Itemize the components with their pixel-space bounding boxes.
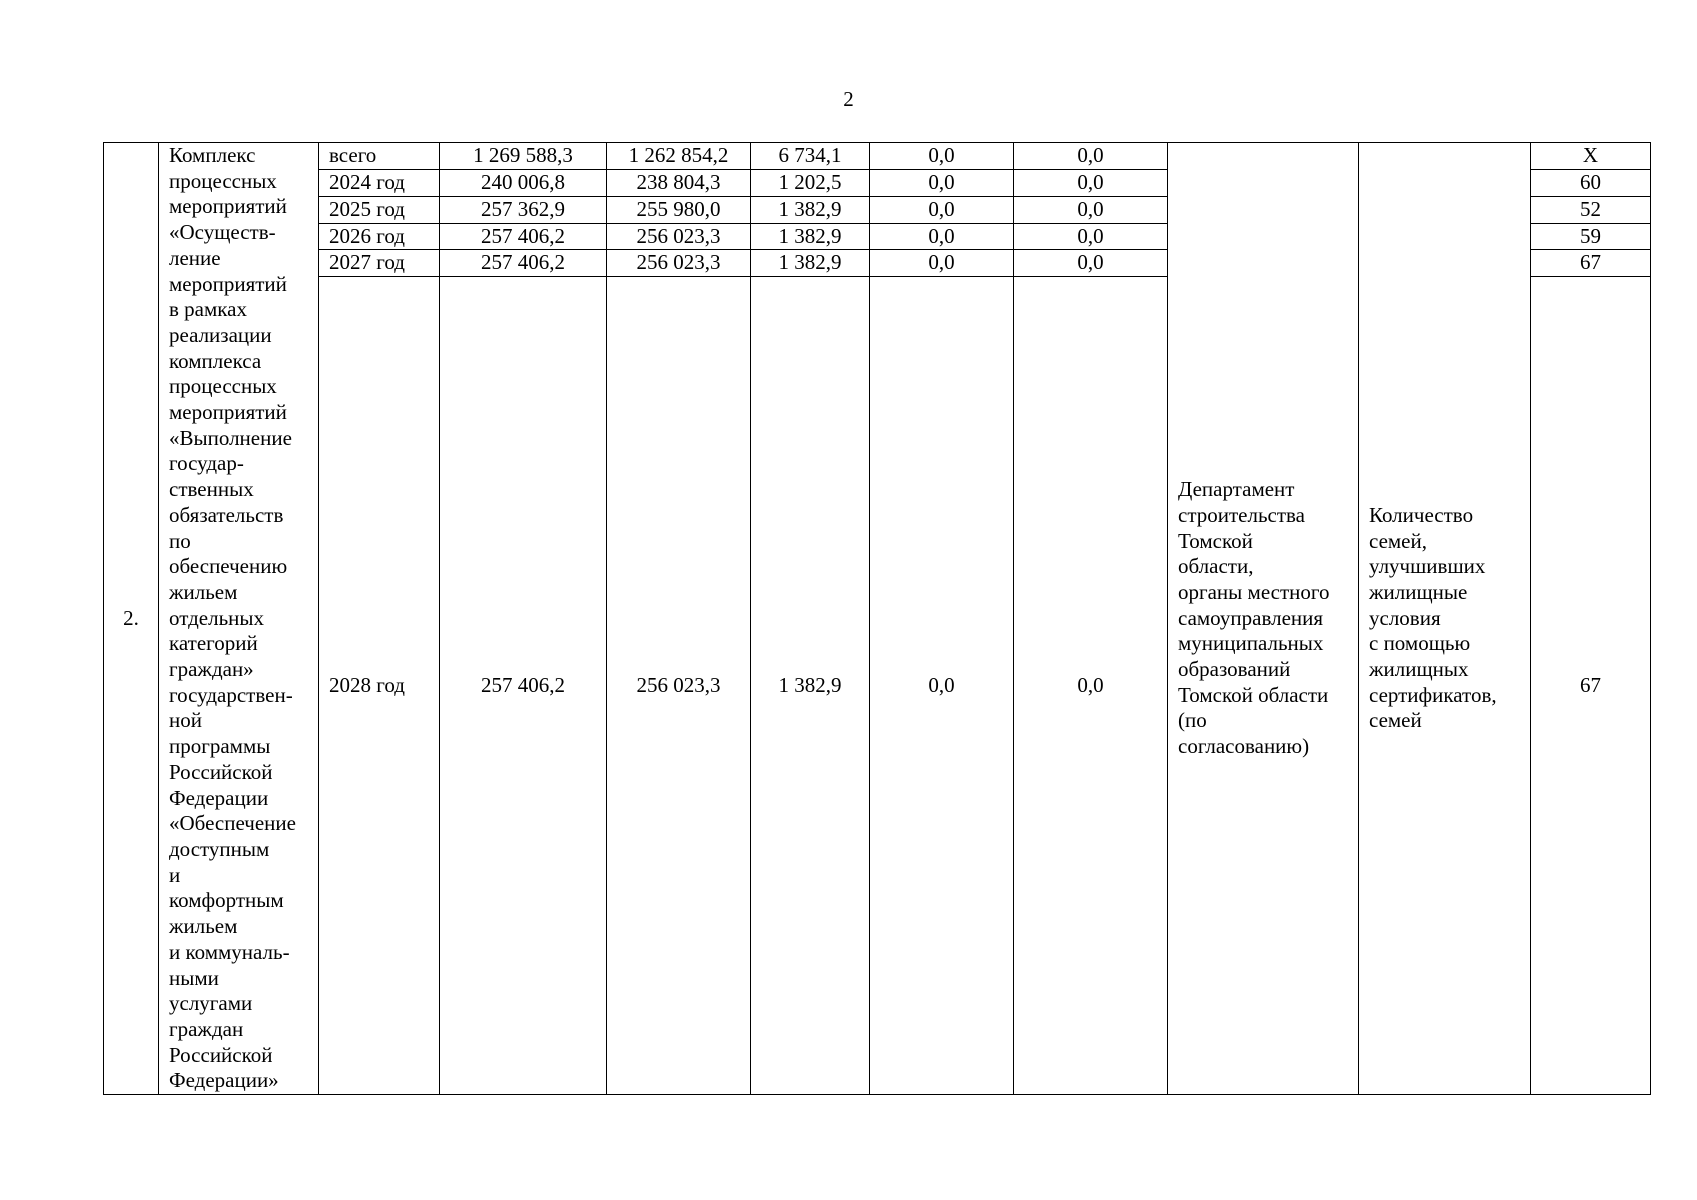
program-table bbox=[103, 142, 1651, 1095]
other-amount: 0,0 bbox=[1014, 196, 1168, 223]
period-label: 2028 год bbox=[319, 277, 440, 1095]
federal-amount: 256 023,3 bbox=[607, 250, 751, 277]
local-amount: 0,0 bbox=[870, 196, 1014, 223]
indicator-name: Количество семей, улучшивших жилищные условия с помощью жилищных сертификатов, семей bbox=[1359, 143, 1531, 1095]
local-amount: 0,0 bbox=[870, 277, 1014, 1095]
other-amount: 0,0 bbox=[1014, 143, 1168, 170]
total-amount: 1 269 588,3 bbox=[440, 143, 607, 170]
responsible-executor: Департамент строительства Томской области, органы местного самоуправления муниципальных образований Томской области (по согласованию) bbox=[1168, 143, 1359, 1095]
indicator-value: 60 bbox=[1531, 169, 1651, 196]
indicator-value: 67 bbox=[1531, 277, 1651, 1095]
row-index: 2. bbox=[104, 143, 159, 1095]
total-amount: 257 406,2 bbox=[440, 223, 607, 250]
indicator-value: Х bbox=[1531, 143, 1651, 170]
other-amount: 0,0 bbox=[1014, 169, 1168, 196]
indicator-value: 59 bbox=[1531, 223, 1651, 250]
federal-amount: 1 262 854,2 bbox=[607, 143, 751, 170]
local-amount: 0,0 bbox=[870, 169, 1014, 196]
other-amount: 0,0 bbox=[1014, 223, 1168, 250]
page-number: 2 bbox=[843, 87, 854, 111]
period-label: всего bbox=[319, 143, 440, 170]
regional-amount: 1 382,9 bbox=[751, 223, 870, 250]
local-amount: 0,0 bbox=[870, 223, 1014, 250]
total-amount: 257 362,9 bbox=[440, 196, 607, 223]
federal-amount: 255 980,0 bbox=[607, 196, 751, 223]
regional-amount: 1 202,5 bbox=[751, 169, 870, 196]
federal-amount: 256 023,3 bbox=[607, 277, 751, 1095]
local-amount: 0,0 bbox=[870, 250, 1014, 277]
regional-amount: 1 382,9 bbox=[751, 277, 870, 1095]
indicator-value: 67 bbox=[1531, 250, 1651, 277]
total-amount: 257 406,2 bbox=[440, 250, 607, 277]
table-row bbox=[104, 143, 1651, 170]
regional-amount: 1 382,9 bbox=[751, 196, 870, 223]
period-label: 2025 год bbox=[319, 196, 440, 223]
total-amount: 257 406,2 bbox=[440, 277, 607, 1095]
indicator-value: 52 bbox=[1531, 196, 1651, 223]
regional-amount: 6 734,1 bbox=[751, 143, 870, 170]
local-amount: 0,0 bbox=[870, 143, 1014, 170]
other-amount: 0,0 bbox=[1014, 250, 1168, 277]
period-label: 2027 год bbox=[319, 250, 440, 277]
total-amount: 240 006,8 bbox=[440, 169, 607, 196]
regional-amount: 1 382,9 bbox=[751, 250, 870, 277]
other-amount: 0,0 bbox=[1014, 277, 1168, 1095]
period-label: 2024 год bbox=[319, 169, 440, 196]
period-label: 2026 год bbox=[319, 223, 440, 250]
federal-amount: 256 023,3 bbox=[607, 223, 751, 250]
federal-amount: 238 804,3 bbox=[607, 169, 751, 196]
activity-name: Комплекс процессных мероприятий «Осуществ- ление мероприятий в рамках реализации комплекса процессных мероприятий «Выполнение государ- ственных обязательств по обеспечению жильем отдельных категорий граждан» государствен- ной программы Российской Федерации «Обеспечение доступным и комфортным жильем и коммуналь- ными услугами граждан Российской Федерации» bbox=[159, 143, 319, 1095]
